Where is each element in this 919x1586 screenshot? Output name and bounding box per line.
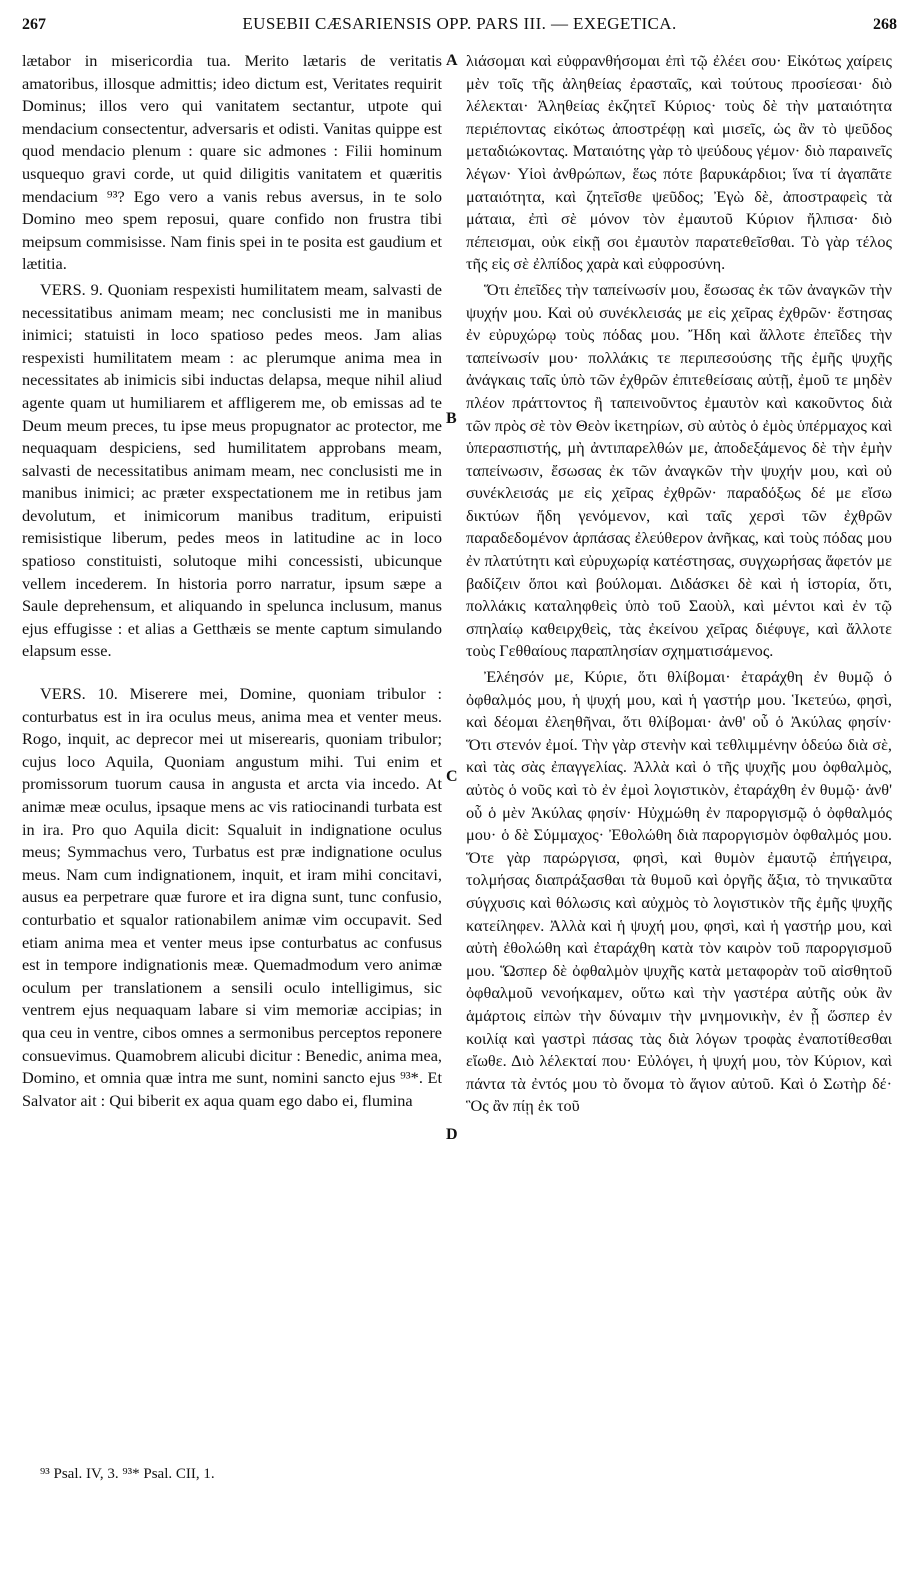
- latin-paragraph: VERS. 9. Quoniam respexisti humilitatem meam, salvasti de necessitatibus animam meam; nec conclusisti me in manibus inimici; statuisti in loco spatioso pedes meos. Jam alias respexisti humilitatem meam : ac plerumque anima mea in necessitates ab inimicis sibi inductas delapsa, meque nihil aliud agente quam ut humiliarem et affligerem me, ob emissas ad te Deum meum preces, tu ipse meus propugnator ac protector, me nequaquam despiciens, sed humilitatem approbans meam, salvasti de necessitatibus animam meam, nec conclusisti me in manibus inimici; ac præter exspectationem me in retibus jam devolutum, et inimicorum manibus traditum, eripuisti remisistique liberum, pedes meos in latitudine ac in loco spatioso constituisti, solutoque mihi concessisti, ubicunque vellem incederem. In historia porro narratur, ipsum sæpe a Saule deprehensum, et aliquando in spelunca inclusum, manus ejus effugisse : et alias a Getthæis se mente captum simulando elapsum esse.: [22, 279, 442, 661]
- greek-paragraph: Ἐλέησόν με, Κύριε, ὅτι θλίβομαι· ἐταράχθη ἐν θυμῷ ὁ ὀφθαλμός μου, ἡ ψυχή μου, καὶ ἡ γαστήρ μου. Ἱκετεύω, φησὶ, καὶ δέομαι ἐλεηθῆναι, ὅτι θλίβομαι· ἀνθ' οὗ ὁ Ἀκύλας φησίν· Ὅτι στενόν ἐμοί. Τὴν γὰρ στενὴν καὶ τεθλιμμένην ὁδεύω διὰ σὲ, καὶ τὰς σὰς ἐπαγγελίας. Ἀλλὰ καὶ ὁ τῆς ψυχῆς μου ὀφθαλμὸς, αὐτὸς ὁ νοῦς καὶ τὸ ἐν ἐμοὶ λογιστικὸν, ἐταράχθη ἐν θυμῷ· ἀνθ' οὗ ὁ μὲν Ἀκύλας φησίν· Ηὐχμώθη ἐν παροργισμῷ ὁ ὀφθαλμός μου· ὁ δὲ Σύμμαχος· Ἐθολώθη διὰ παροργισμὸν ὀφθαλμός μου. Ὅτε γὰρ παρώργισα, φησὶ, καὶ θυμὸν ἐμαυτῷ ἐπήγειρα, τολμήσας διαπράξασθαι τὰ θυμοῦ καὶ ὀργῆς ἄξια, τὸ τηνικαῦτα σύγχυσις καὶ θόλωσις καὶ αὐχμὸς τὸ λογιστικὸν τῆς ἐμῆς ψυχῆς κατείληφεν. Ἀλλὰ καὶ ἡ ψυχή μου, φησὶ, καὶ ἡ γαστήρ μου, καὶ αὐτὴ ἐθολώθη καὶ ἐταράχθη κατὰ τὸν καιρὸν τοῦ παροργισμοῦ μου. Ὥσπερ δὲ ὀφθαλμὸν ψυχῆς κατὰ μεταφορὰν τοῦ αἰσθητοῦ ὀφθαλμοῦ νενοήκαμεν, οὕτω καὶ τὴν γαστέρα αὐτῆς οὐκ ἂν ἁμάρτοις εἰπὼν τὴν δύναμιν τὴν μνημονικὴν, ἐν ᾗ ὥσπερ ἐν κοιλίᾳ καὶ γαστρὶ πάσας τὰς διὰ λόγων τροφὰς ἐναποτίθεσθαι εἴωθε. Διὸ λέλεκταί που· Εὐλόγει, ἡ ψυχή μου, τὸν Κύριον, καὶ πάντα τὰ ἐντός μου τὸ ὄνομα τὸ ἅγιον αὐτοῦ. Καὶ ὁ Σωτὴρ δέ· Ὃς ἂν πίῃ ἐκ τοῦ: [466, 667, 892, 1116]
- footnotes: ⁹³ Psal. IV, 3. ⁹³* Psal. CII, 1.: [40, 1466, 215, 1482]
- greek-column: [466, 50, 892, 1118]
- margin-letter-b: B: [446, 410, 457, 427]
- margin-letter-d: D: [446, 1126, 458, 1143]
- running-header: [22, 14, 897, 42]
- margin-letter-c: C: [446, 768, 458, 785]
- running-title: EUSEBII CÆSARIENSIS OPP. PARS III. — EXEGETICA.: [242, 14, 677, 33]
- latin-column: [22, 50, 442, 1112]
- greek-paragraph: Ὅτι ἐπεῖδες τὴν ταπείνωσίν μου, ἔσωσας ἐκ τῶν ἀναγκῶν τὴν ψυχήν μου. Καὶ οὐ συνέκλεισάς με εἰς χεῖρας ἐχθρῶν· ἔστησας ἐν εὐρυχώρῳ τοὺς πόδας μου. Ἤδη καὶ ἄλλοτε ἐπεῖδες τὴν ταπείνωσίν μου· πολλάκις τε περιπεσούσης τῆς ἐμῆς ψυχῆς ἀνάγκαις ταῖς ὑπὸ τῶν ἐχθρῶν ἐπιτεθείσαις αὐτῇ, ἐμοῦ τε μηδὲν πλέον πράττοντος ἢ ταπεινοῦντος ἐμαυτὸν καὶ κακοῦντος διὰ τῶν πρὸς σὲ τὸν Θεὸν ἱκετηρίων, σὺ αὐτὸς ὁ ἐμὸς ὑπέρμαχος καὶ ὑπερασπιστής, μὴ ἀντιπαρελθών με, ἀποδεξάμενος δὲ τὴν ἐμὴν ταπείνωσιν, ἔσωσας ἐκ τῶν ἀναγκῶν τὴν ψυχήν μου, καὶ οὐ συνέκλεισάς με εἰς χεῖρας ἐχθρῶν· παραδόξως δέ με εἴσω δικτύων ἤδη γενόμενον, καὶ ταῖς χερσὶ τῶν ἐχθρῶν παραδεδομένον ἁρπάσας ἐλεύθερον ἀνῆκας, καὶ τοὺς πόδας μου ἐν πλατύτητι καὶ εὐρυχωρίᾳ κατέστησας, συγχωρήσας ἄφετόν με βαδίζειν ὅποι καὶ βούλομαι. Διδάσκει δὲ καὶ ἡ ἱστορία, ὅτι, πολλάκις καταληφθεὶς ὑπὸ τοῦ Σαοὺλ, καὶ μέντοι καὶ ἐν τῷ σπηλαίῳ καθειρχθεὶς, τὰς ἐκείνου χεῖρας διέφυγε, καὶ ἄλλοτε τοὺς Γεθθαίους παραπλησίαν σχηματισάμενος.: [466, 279, 892, 661]
- greek-paragraph: λιάσομαι καὶ εὐφρανθήσομαι ἐπὶ τῷ ἐλέει σου· Εἰκότως χαίρεις μὲν τοῖς τῆς ἀληθείας ἐρασταῖς, καὶ τούτους προσίεσαι· διὸ λέλεκται· Ἀληθείας ἐκζητεῖ Κύριος· τοὺς δὲ τὴν ματαιότητα περιέποντας εἰκότως ἀποστρέφῃ καὶ μισεῖς, ὡς ἂν τὸ ψεῦδος μεταδιώκοντας. Ματαιότης γὰρ τὸ ψεύδους γέμον· διὸ παραινεῖς λέγων· Υἱοὶ ἀνθρώπων, ἕως πότε βαρυκάρδιοι; ἵνα τί ἀγαπᾶτε ματαιότητα, καὶ ζητεῖσθε ψεῦδος; Ἐγὼ δὲ, ἀποστραφεὶς τὰ μάταια, ἐπὶ σὲ μόνον τὸν ἐμαυτοῦ Κύριον ἤλπισα· διὸ πέπεισμαι, οὐκ εἰκῇ σοι ἐμαυτὸν παρατεθεῖσθαι. Τὸ γὰρ τέλος τῆς εἰς σὲ ἐλπίδος χαρὰ καὶ εὐφροσύνη.: [466, 51, 892, 274]
- page-number-right: 268: [873, 16, 897, 33]
- margin-letter-a: A: [446, 52, 458, 69]
- page-number-left: 267: [22, 16, 46, 33]
- latin-paragraph: VERS. 10. Miserere mei, Domine, quoniam tribulor : conturbatus est in ira oculus meus, anima mea et venter meus. Rogo, inquit, ac deprecor mei ut miserearis, quoniam tribulor; cujus loco Aquila, Quoniam angustum mihi. Tui enim et promissorum tuorum causa in angusta et arcta via incedo. At animæ meæ oculus, ipsaque mens ac vis ratiocinandi turbata est in ira. Pro quo Aquila dicit: Squaluit in indignatione oculus meus; Symmachus vero, Turbatus est præ indignatione oculus meus. Nam cum indignationem, inquit, et iram mihi concitavi, ausus ea perpetrare quæ furore et ira digna sunt, tunc confusio, conturbatio et squalor rationabilem animæ vim occupavit. Sed etiam anima mea et venter meus ipse conturbatus ac confusus est in tempore indignationis meæ. Quemadmodum vero animæ oculum per translationem a sensili oculo intelligimus, sic ventrem ejus nequaquam labare si vim memoriæ accipias; in qua ceu in ventre, cibos omnes a sermonibus perceptos reponere consuevimus. Quamobrem alicubi dicitur : Benedic, anima mea, Domino, et omnia quæ intra me sunt, nomini sancto ejus ⁹³*. Et Salvator ait : Qui biberit ex aqua quam ego dabo ei, flumina: [22, 684, 442, 1110]
- latin-paragraph: lætabor in misericordia tua. Merito lætaris de veritatis amatoribus, illosque admittis; ideo dictum est, Veritates requirit Dominus; illos vero qui vanitatem sectantur, utpote qui mendacium consectentur, adversaris et odisti. Vanitas quippe est quod mendacio plenum : quare sic admones : Filii hominum usquequo gravi corde, ut quid diligitis vanitatem et quæritis mendacium ⁹³? Ego vero a vanis rebus aversus, in te solo Domino meo spem reposui, quare confido non frustra tibi meipsum commisisse. Nam finis spei in te posita est gaudium et lætitia.: [22, 51, 442, 274]
